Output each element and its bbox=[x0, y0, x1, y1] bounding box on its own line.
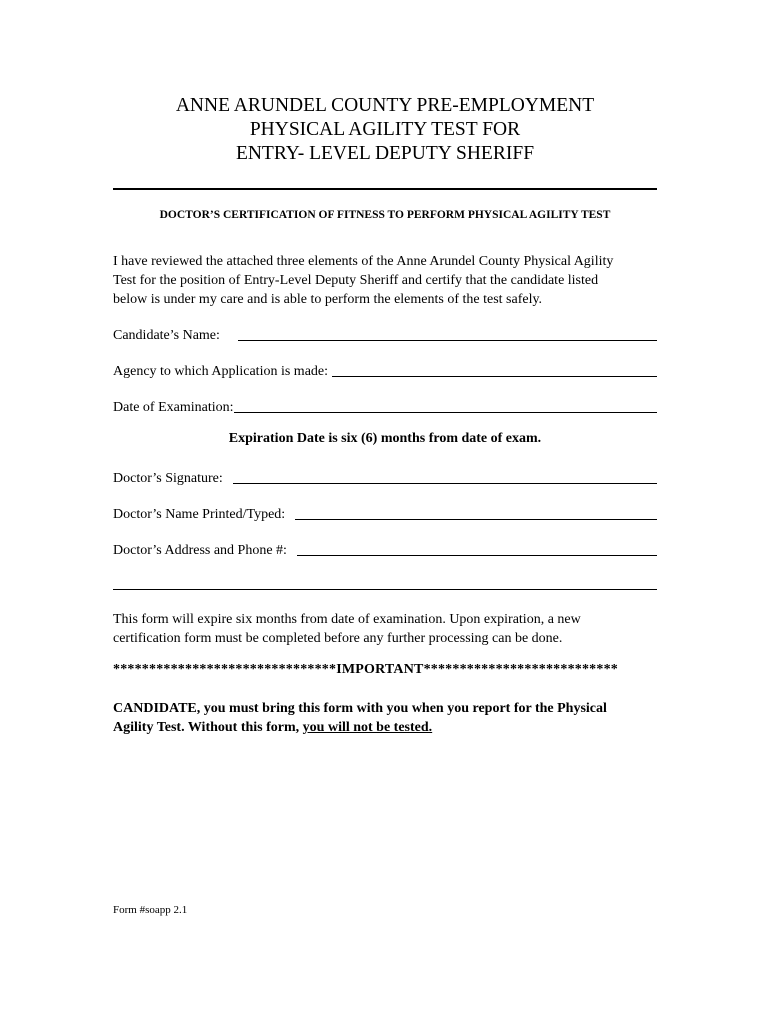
title-line: ANNE ARUNDEL COUNTY PRE-EMPLOYMENT bbox=[175, 95, 595, 116]
candidate-notice-prefix: Agility Test. Without this form, bbox=[113, 720, 303, 735]
intro-line: I have reviewed the attached three elements of the Anne Arundel County Physical Agility bbox=[113, 254, 614, 269]
page-title bbox=[0, 94, 770, 166]
doctor-name-field[interactable] bbox=[113, 503, 657, 523]
doctor-address-field[interactable] bbox=[113, 539, 657, 559]
form-number: Form #soapp 2.1 bbox=[113, 904, 188, 916]
agency-field[interactable] bbox=[113, 360, 657, 380]
title-divider bbox=[113, 188, 657, 190]
title-line: PHYSICAL AGILITY TEST FOR bbox=[249, 119, 521, 140]
doctor-address-label: Doctor’s Address and Phone #: bbox=[113, 543, 287, 558]
expiration-notice bbox=[113, 610, 661, 648]
candidate-notice-line bbox=[113, 718, 661, 737]
candidate-name-input-line[interactable] bbox=[238, 340, 657, 341]
doctor-name-input-line[interactable] bbox=[295, 519, 657, 520]
doctor-signature-input-line[interactable] bbox=[233, 483, 657, 484]
notice-line: This form will expire six months from date of examination. Upon expiration, a new bbox=[113, 612, 581, 627]
agency-label: Agency to which Application is made: bbox=[113, 364, 329, 379]
candidate-name-label: Candidate’s Name: bbox=[113, 328, 220, 343]
doctor-address-input-line[interactable] bbox=[297, 555, 657, 556]
doctor-name-label: Doctor’s Name Printed/Typed: bbox=[113, 507, 286, 522]
doctor-signature-label: Doctor’s Signature: bbox=[113, 471, 223, 486]
exam-date-field[interactable] bbox=[113, 396, 657, 416]
intro-line: Test for the position of Entry-Level Deputy Sheriff and certify that the candidate listed bbox=[113, 273, 599, 288]
candidate-name-field[interactable] bbox=[113, 324, 657, 344]
important-banner: *******************************IMPORTANT*************************** bbox=[113, 662, 618, 677]
intro-paragraph bbox=[113, 252, 661, 309]
candidate-notice bbox=[113, 699, 661, 737]
title-line: ENTRY- LEVEL DEPUTY SHERIFF bbox=[235, 143, 535, 164]
certification-heading: DOCTOR’S CERTIFICATION OF FITNESS TO PERFORM PHYSICAL AGILITY TEST bbox=[159, 209, 611, 221]
exam-date-label: Date of Examination: bbox=[113, 400, 234, 415]
exam-date-input-line[interactable] bbox=[234, 412, 657, 413]
not-tested-warning: you will not be tested. bbox=[302, 720, 433, 735]
address-continuation-line[interactable] bbox=[113, 589, 657, 590]
notice-line: certification form must be completed before any further processing can be done. bbox=[113, 631, 563, 646]
agency-input-line[interactable] bbox=[332, 376, 657, 377]
intro-line: below is under my care and is able to perform the elements of the test safely. bbox=[113, 292, 543, 307]
expiration-note: Expiration Date is six (6) months from date of exam. bbox=[228, 431, 542, 446]
candidate-notice-line: CANDIDATE, you must bring this form with you when you report for the Physical bbox=[113, 701, 607, 716]
doctor-signature-field[interactable] bbox=[113, 467, 657, 487]
